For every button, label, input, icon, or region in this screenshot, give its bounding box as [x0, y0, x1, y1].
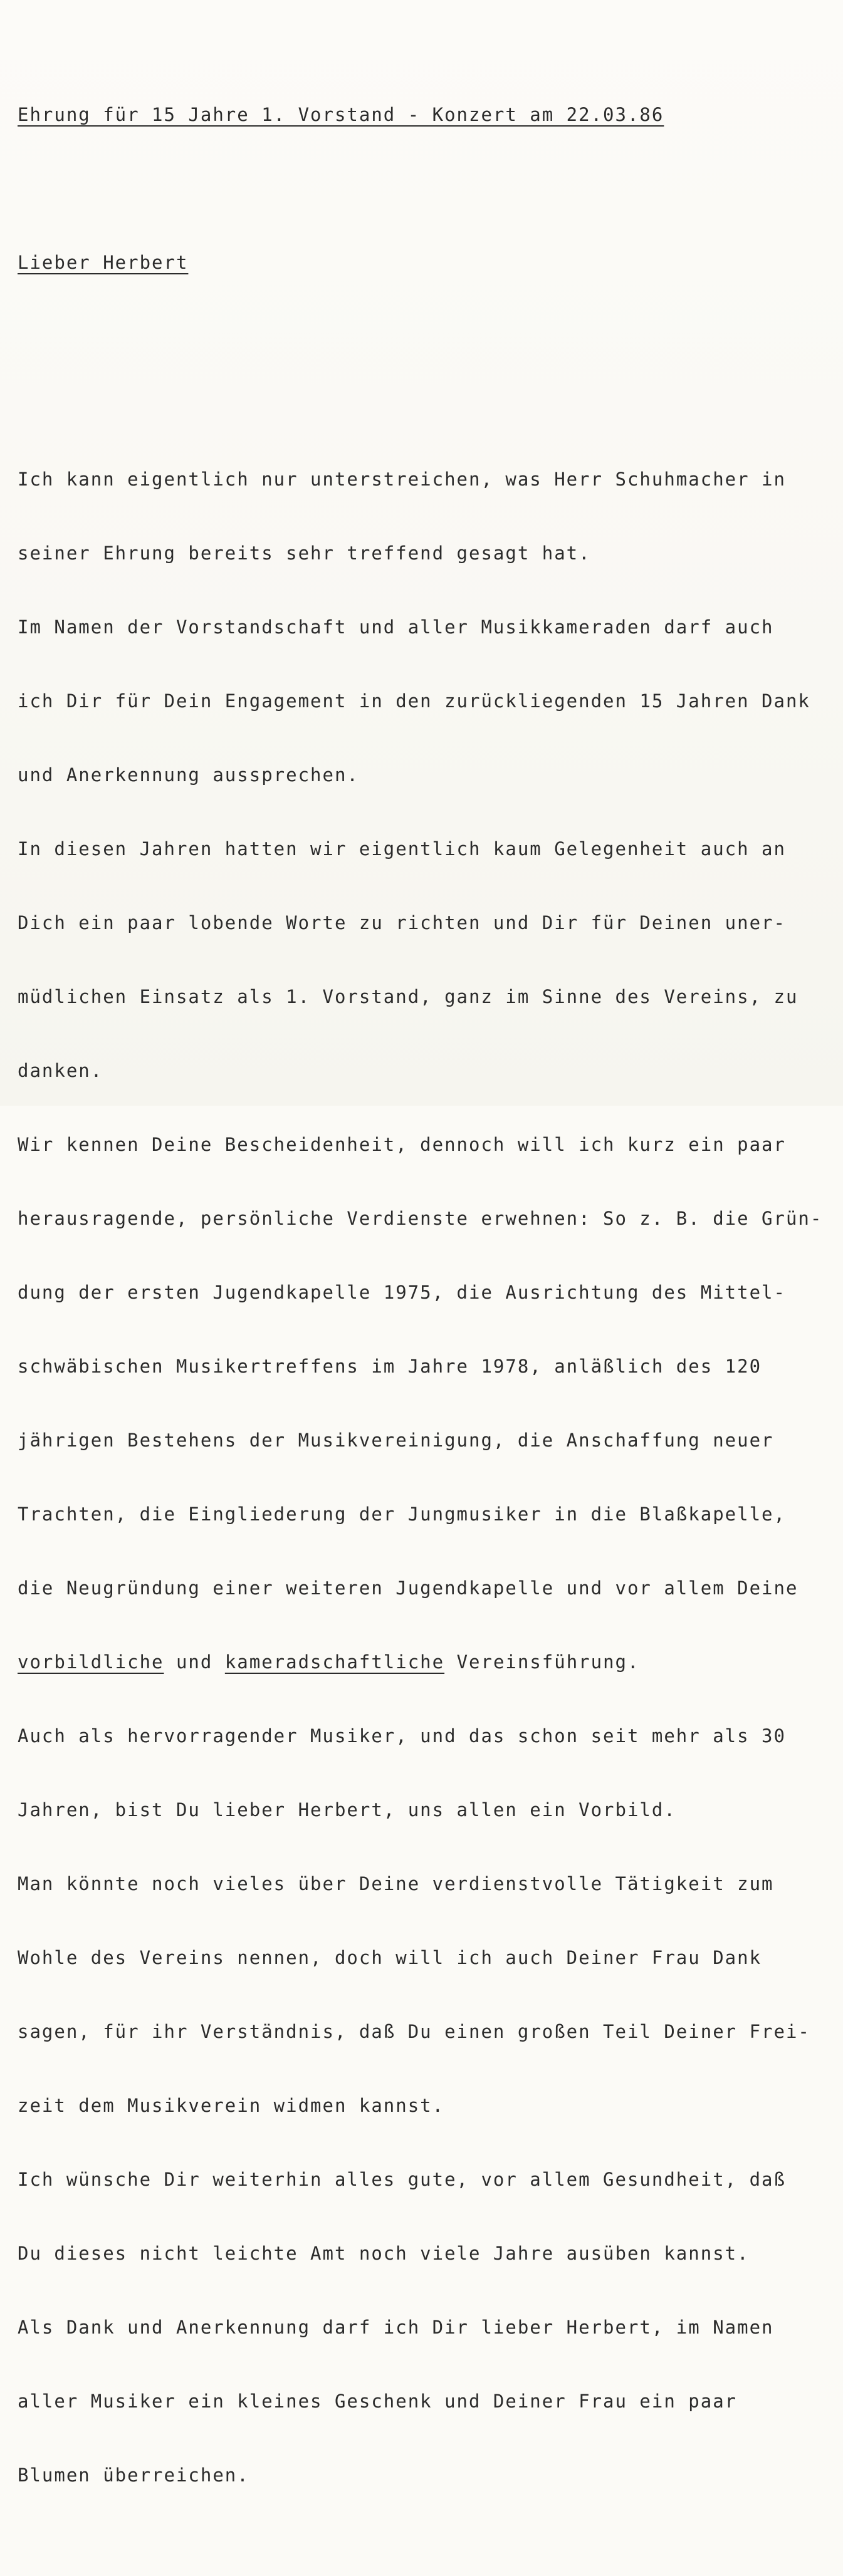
- body-line: aller Musiker ein kleines Geschenk und Deiner Frau ein paar: [18, 2391, 738, 2412]
- body-line: schwäbischen Musikertreffens im Jahre 1978, anläßlich des 120: [18, 1356, 762, 1377]
- underline-separator: und: [164, 1651, 225, 1673]
- body-line: ich Dir für Dein Engagement in den zurückliegenden 15 Jahren Dank: [18, 690, 810, 712]
- body-line: dung der ersten Jugendkapelle 1975, die Ausrichtung des Mittel-: [18, 1282, 786, 1303]
- body-line: jährigen Bestehens der Musikvereinigung, die Anschaffung neuer: [18, 1430, 774, 1451]
- body-line: Man könnte noch vieles über Deine verdienstvolle Tätigkeit zum: [18, 1873, 774, 1894]
- body-line: zeit dem Musikverein widmen kannst.: [18, 2095, 445, 2116]
- letter-title: Ehrung für 15 Jahre 1. Vorstand - Konzert am 22.03.86: [18, 104, 664, 125]
- underlined-word-kameradschaftliche: kameradschaftliche: [224, 1651, 445, 1673]
- salutation: Lieber Herbert: [18, 252, 189, 273]
- body-line: Dich ein paar lobende Worte zu richten und Dir für Deinen uner-: [18, 912, 786, 933]
- typed-letter: [18, 56, 832, 2576]
- underline-line-rest: Vereinsführung.: [444, 1651, 640, 1673]
- body-line: Wohle des Vereins nennen, doch will ich auch Deiner Frau Dank: [18, 1947, 762, 1968]
- body-line: Wir kennen Deine Bescheidenheit, dennoch will ich kurz ein paar: [18, 1134, 786, 1155]
- body-line-underlined: [18, 1646, 832, 1678]
- body-line: danken.: [18, 1060, 103, 1081]
- body-line: und Anerkennung aussprechen.: [18, 764, 359, 786]
- body-line: Auch als hervorragender Musiker, und das schon seit mehr als 30: [18, 1725, 786, 1747]
- body-line: herausragende, persönliche Verdienste erwehnen: So z. B. die Grün-: [18, 1208, 823, 1229]
- body-line: müdlichen Einsatz als 1. Vorstand, ganz im Sinne des Vereins, zu: [18, 986, 798, 1007]
- body-line: Du dieses nicht leichte Amt noch viele Jahre ausüben kannst.: [18, 2243, 750, 2264]
- body-line: Trachten, die Eingliederung der Jungmusiker in die Blaßkapelle,: [18, 1504, 786, 1525]
- body-line: In diesen Jahren hatten wir eigentlich kaum Gelegenheit auch an: [18, 838, 786, 860]
- body-line: die Neugründung einer weiteren Jugendkapelle und vor allem Deine: [18, 1577, 798, 1599]
- body-line: sagen, für ihr Verständnis, daß Du einen großen Teil Deiner Frei-: [18, 2021, 810, 2042]
- body-line: seiner Ehrung bereits sehr treffend gesagt hat.: [18, 543, 591, 564]
- body-line: Ich wünsche Dir weiterhin alles gute, vor allem Gesundheit, daß: [18, 2169, 786, 2190]
- letter-body: [18, 421, 832, 2533]
- underlined-word-vorbildliche: vorbildliche: [18, 1651, 164, 1673]
- body-line: Als Dank und Anerkennung darf ich Dir lieber Herbert, im Namen: [18, 2317, 774, 2338]
- body-line: Im Namen der Vorstandschaft und aller Musikkameraden darf auch: [18, 616, 774, 638]
- body-line: Jahren, bist Du lieber Herbert, uns allen ein Vorbild.: [18, 1799, 676, 1820]
- body-line: Ich kann eigentlich nur unterstreichen, was Herr Schuhmacher in: [18, 469, 786, 490]
- body-line: Blumen überreichen.: [18, 2464, 249, 2486]
